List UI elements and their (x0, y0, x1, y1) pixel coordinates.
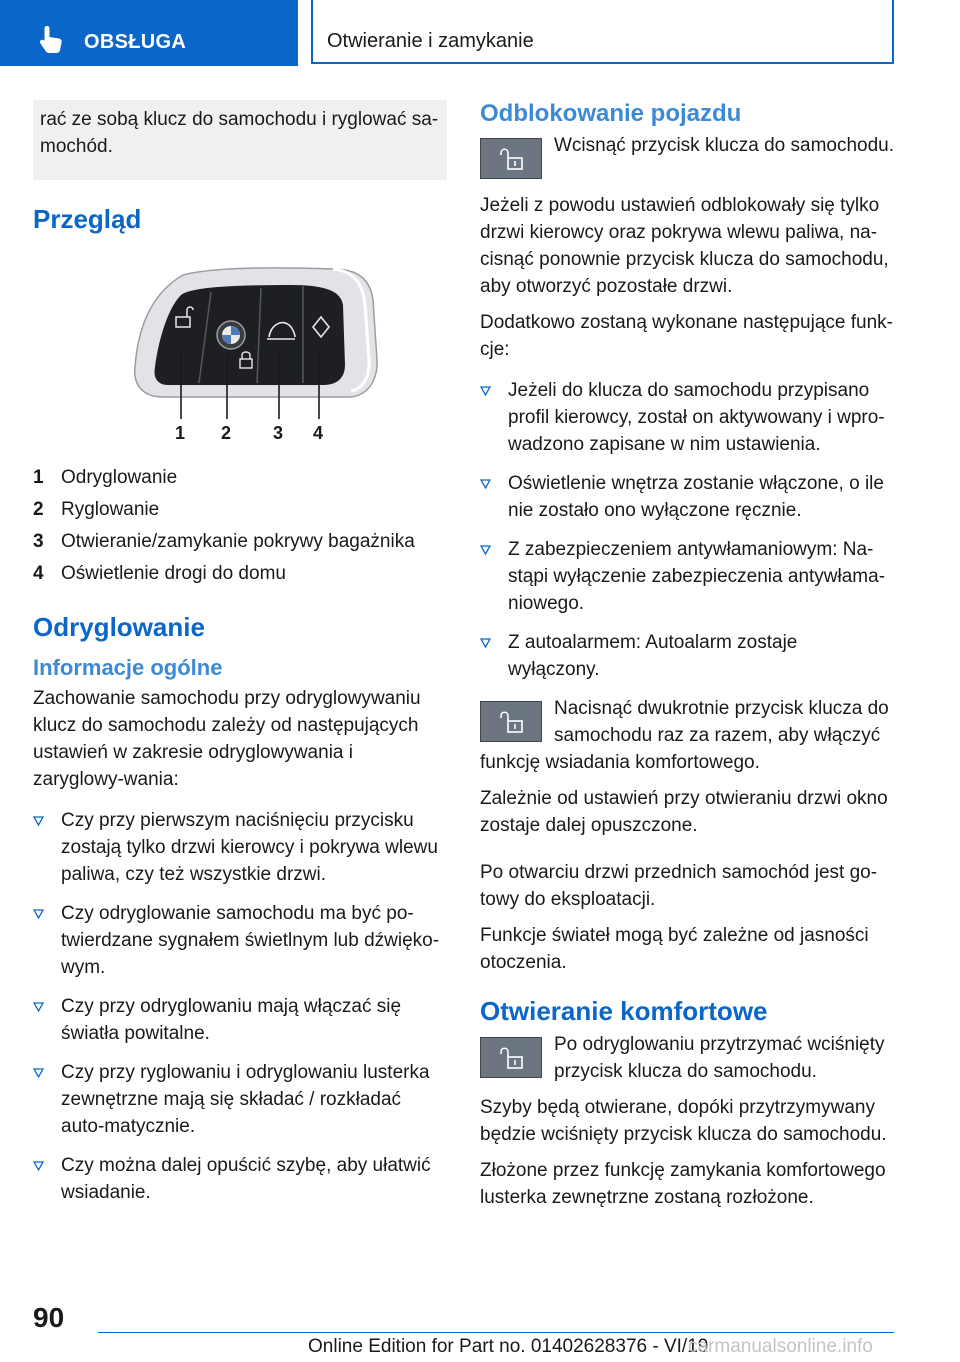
triangle-bullet-icon (33, 1002, 44, 1012)
triangle-bullet-icon (33, 1161, 44, 1171)
list-item (33, 807, 447, 888)
list-item (480, 377, 894, 458)
triangle-bullet-icon (33, 1068, 44, 1078)
list-item-text: Czy przy pierwszym naciśnięciu przycisku zostają tylko drzwi kierowcy i pokrywa wlewu paliwa, czy też wszystkie drzwi. (61, 810, 438, 885)
comfort-heading: Otwieranie komfortowe (480, 996, 768, 1026)
list-item-text: Jeżeli do klucza do samochodu przypisano profil kierowcy, został on aktywowany i wpro-wadzono zapisane w nim ustawienia. (508, 380, 885, 455)
list-item (33, 1152, 447, 1206)
legend-number: 4 (33, 563, 44, 584)
additional-intro: Dodatkowo zostaną wykonane następujące funk-cje: (480, 312, 893, 360)
list-item-text: Czy przy odryglowaniu mają włączać się światła powitalne. (61, 996, 402, 1044)
unlock-vehicle-heading: Odblokowanie pojazdu (480, 100, 742, 127)
press-key-text: Wcisnąć przycisk klucza do samochodu. (554, 135, 895, 156)
figure-label: 3 (273, 423, 284, 443)
list-item (480, 629, 894, 683)
note-text: rać ze sobą klucz do samochodu i ryglować sa-mochód. (40, 109, 439, 157)
footer-edition: Online Edition for Part no. 01402628376 - VI/19 (308, 1336, 709, 1357)
unlock-heading: Odryglowanie (33, 612, 205, 642)
legend-number: 1 (33, 467, 44, 488)
comfort-hold-text: Po odryglowaniu przytrzymać wciśnięty przycisk klucza do samochodu. (554, 1034, 885, 1082)
legend-item (33, 526, 447, 558)
list-item (480, 536, 894, 617)
legend-item (33, 494, 447, 526)
triangle-bullet-icon (33, 909, 44, 919)
key-instruction (480, 695, 894, 776)
key-fob-figure (33, 255, 447, 445)
list-item-text: Czy można dalej opuścić szybę, aby ułatwić wsiadanie. (61, 1155, 431, 1203)
list-item (33, 1059, 447, 1140)
triangle-bullet-icon (480, 638, 491, 648)
legend-text: Otwieranie/zamykanie pokrywy bagażnika (61, 531, 415, 552)
lights-note: Funkcje świateł mogą być zależne od jasności otoczenia. (480, 925, 869, 973)
additional-bullet-list (480, 377, 894, 683)
general-intro: Zachowanie samochodu przy odryglowywaniu klucz do samochodu zależy od następujących ustawień w zakresie odryglowywania i zaryglowy-wania: (33, 688, 421, 790)
left-column (33, 100, 447, 1218)
ready-note: Po otwarciu drzwi przednich samochód jest go-towy do eksploatacji. (480, 862, 878, 910)
legend-number: 3 (33, 531, 44, 552)
comfort-mirrors-text: Złożone przez funkcję zamykania komfortowego lusterka zewnętrzne zostaną rozłożone. (480, 1160, 886, 1208)
figure-label: 2 (221, 423, 232, 443)
list-item (33, 993, 447, 1047)
header-section-tab[interactable] (0, 0, 298, 66)
header-section-label: OBSŁUGA (84, 31, 187, 53)
driver-door-note: Jeżeli z powodu ustawień odblokowały się tylko drzwi kierowcy oraz pokrywa wlewu paliwa, na-cisnąć ponownie przycisk klucza do samochodu, aby otworzyć pozostałe drzwi. (480, 195, 889, 297)
list-item-text: Z autoalarmem: Autoalarm zostaje wyłączony. (508, 632, 798, 680)
page-number: 90 (33, 1302, 65, 1333)
unlock-icon (481, 1038, 543, 1079)
legend-number: 2 (33, 499, 44, 520)
legend-item (33, 462, 447, 494)
general-info-heading: Informacje ogólne (33, 655, 223, 680)
list-item (480, 470, 894, 524)
legend-text: Odryglowanie (61, 467, 178, 488)
key-instruction (480, 132, 894, 183)
header-chapter (311, 0, 894, 64)
legend-text: Oświetlenie drogi do domu (61, 563, 286, 584)
list-item-text: Czy odryglowanie samochodu ma być po-twierdzane sygnałem świetlnym lub dźwięko-wym. (61, 903, 440, 978)
figure-label: 1 (175, 423, 186, 443)
unlock-button-image (480, 701, 542, 742)
unlock-button-image (480, 138, 542, 179)
list-item (33, 900, 447, 981)
hand-pointer-icon (38, 24, 64, 54)
figure-legend (33, 462, 447, 590)
footer-divider (98, 1332, 894, 1333)
general-bullet-list (33, 807, 447, 1206)
comfort-windows-text: Szyby będą otwierane, dopóki przytrzymywany będzie wciśnięty przycisk klucza do samochodu. (480, 1097, 887, 1145)
list-item-text: Czy przy ryglowaniu i odryglowaniu lusterka zewnętrzne mają się składać / rozkładać auto-matycznie. (61, 1062, 430, 1137)
window-note: Zależnie od ustawień przy otwieraniu drzwi okno zostaje dalej opuszczone. (480, 788, 888, 836)
list-item-text: Z zabezpieczeniem antywłamaniowym: Na-stąpi wyłączenie zabezpieczenia antywłama-niowego. (508, 539, 886, 614)
double-press-text: Nacisnąć dwukrotnie przycisk klucza do samochodu raz za razem, aby włączyć funkcję wsiadania komfortowego. (480, 698, 889, 773)
triangle-bullet-icon (480, 545, 491, 555)
unlock-icon (481, 702, 543, 743)
overview-heading: Przegląd (33, 204, 142, 234)
unlock-icon (481, 139, 543, 180)
triangle-bullet-icon (33, 816, 44, 826)
note-box (33, 100, 447, 180)
header-chapter-label: Otwieranie i zamykanie (327, 30, 534, 52)
figure-label: 4 (313, 423, 324, 443)
legend-item (33, 558, 447, 590)
key-instruction (480, 1031, 894, 1085)
list-item-text: Oświetlenie wnętrza zostanie włączone, o ile nie zostało ono wyłączone ręcznie. (508, 473, 884, 521)
footer-watermark: carmanualsonline.info (688, 1336, 873, 1357)
unlock-button-image (480, 1037, 542, 1078)
right-column (480, 100, 894, 1220)
triangle-bullet-icon (480, 386, 491, 396)
legend-text: Ryglowanie (61, 499, 160, 520)
triangle-bullet-icon (480, 479, 491, 489)
